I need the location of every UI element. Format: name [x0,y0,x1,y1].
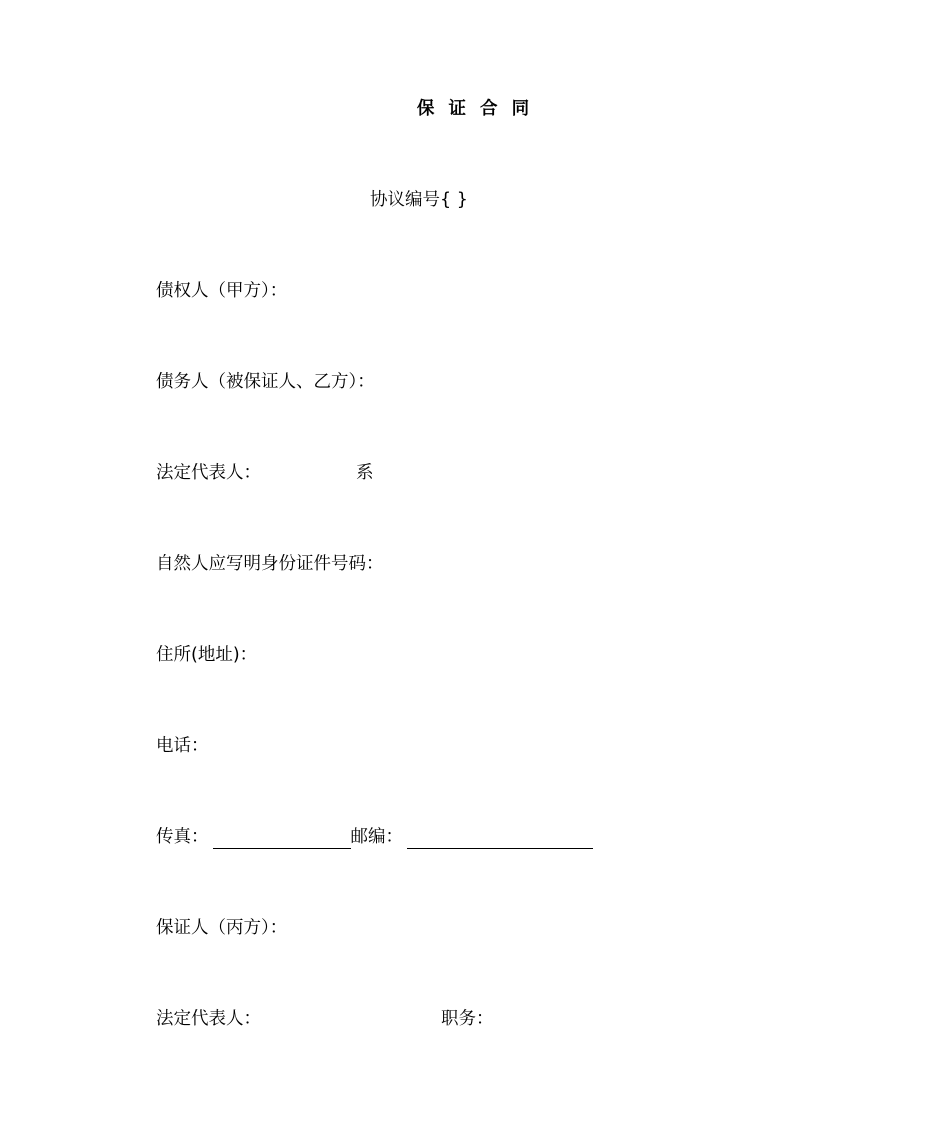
fax-blank [213,828,351,849]
position-label: 职务： [441,1009,494,1029]
id-note-line: 自然人应写明身份证件号码： [156,554,384,574]
document-title: 保 证 合 同 [416,99,534,119]
address-line: 住所(地址)： [156,645,258,665]
zip-label: 邮编： [350,827,403,847]
creditor-line: 债权人（甲方）： [156,281,288,301]
fax-zip-line [156,825,593,849]
zip-blank [407,828,593,849]
phone-line: 电话： [156,736,209,756]
legal-rep-line-1: 法定代表人： [156,463,261,483]
relation-label: 系 [356,463,374,483]
legal-rep-line-2: 法定代表人： [156,1009,261,1029]
contract-number: 协议编号{ } [370,190,468,210]
guarantor-line: 保证人（丙方）： [156,918,288,938]
debtor-line: 债务人（被保证人、乙方）： [156,372,375,392]
fax-label: 传真： [156,827,209,847]
